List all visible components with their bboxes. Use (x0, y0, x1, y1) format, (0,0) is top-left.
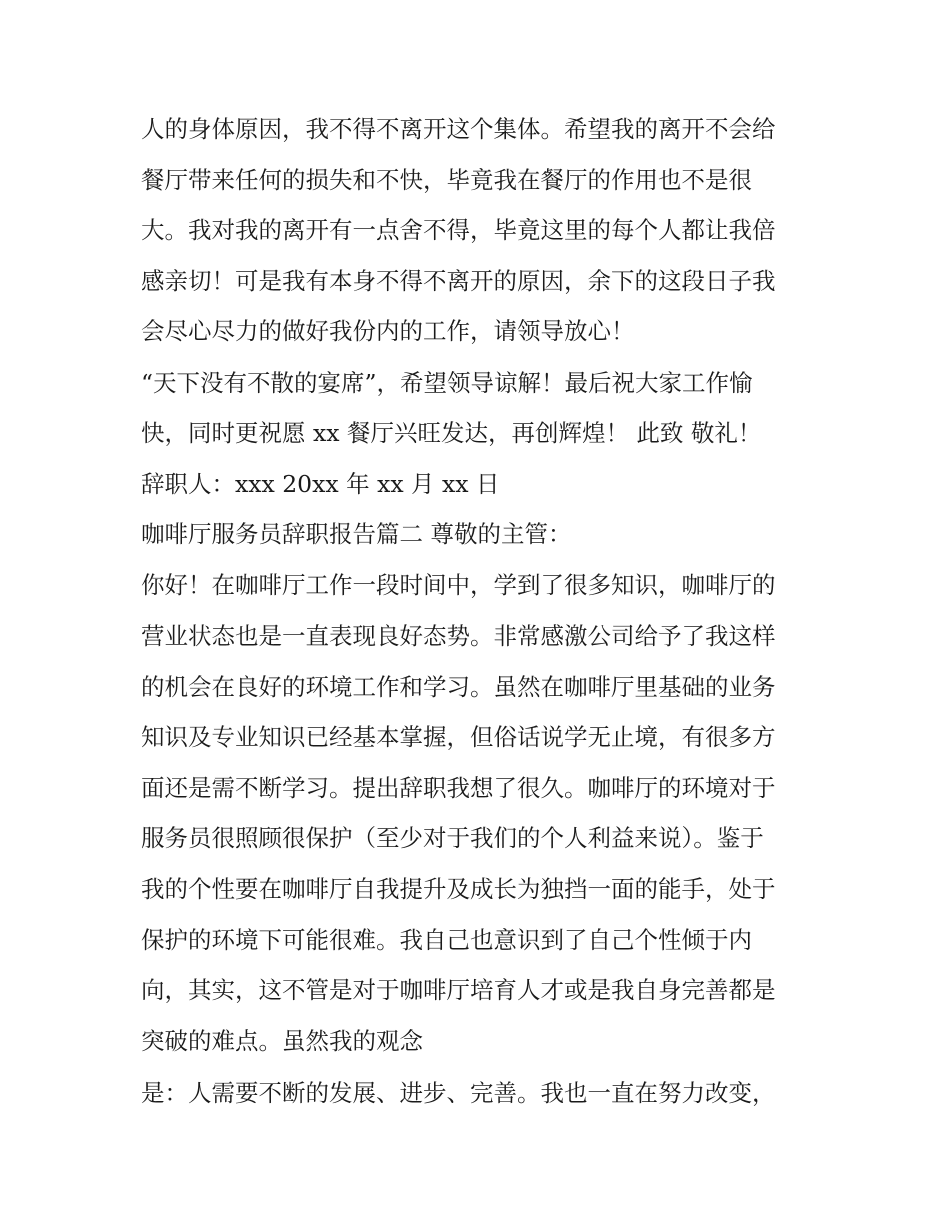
text-line: 的机会在良好的环境工作和学习。虽然在咖啡厅里基础的业务 (141, 673, 776, 701)
text-line: 会尽心尽力的做好我份内的工作，请领导放心！ (141, 317, 635, 345)
text-line: “天下没有不散的宴席”，希望领导谅解！最后祝大家工作愉 (141, 369, 753, 397)
text-line: 营业状态也是一直表现良好态势。非常感激公司给予了我这样 (141, 622, 776, 650)
text-line: 我的个性要在咖啡厅自我提升及成长为独挡一面的能手，处于 (141, 875, 776, 903)
text-line: 大。我对我的离开有一点舍不得，毕竟这里的每个人都让我倍 (141, 216, 776, 244)
text-line: 突破的难点。虽然我的观念 (141, 1027, 423, 1055)
text-line: 人的身体原因，我不得不离开这个集体。希望我的离开不会给 (141, 115, 776, 143)
text-line: 保护的环境下可能很难。我自己也意识到了自己个性倾于内 (141, 926, 752, 954)
text-line: 向，其实，这不管是对于咖啡厅培育人才或是我自身完善都是 (141, 976, 776, 1004)
text-line: 快，同时更祝愿 xx 餐厅兴旺发达，再创辉煌！ 此致 敬礼！ (141, 419, 762, 447)
section-heading: 咖啡厅服务员辞职报告篇二 尊敬的主管： (141, 520, 572, 548)
text-line: 餐厅带来任何的损失和不快，毕竟我在餐厅的作用也不是很 (141, 166, 752, 194)
text-line: 服务员很照顾很保护（至少对于我们的个人利益来说）。鉴于 (141, 824, 764, 852)
text-line: 面还是需不断学习。提出辞职我想了很久。咖啡厅的环境对于 (141, 774, 776, 802)
text-line: 知识及专业知识已经基本掌握，但俗话说学无止境，有很多方 (141, 723, 776, 751)
text-line: 感亲切！可是我有本身不得不离开的原因，余下的这段日子我 (141, 267, 776, 295)
text-line: 你好！在咖啡厅工作一段时间中，学到了很多知识，咖啡厅的 (141, 571, 776, 599)
signature-line: 辞职人：xxx 20xx 年 xx 月 xx 日 (141, 470, 500, 498)
text-line: 是：人需要不断的发展、进步、完善。我也一直在努力改变， (141, 1079, 776, 1107)
